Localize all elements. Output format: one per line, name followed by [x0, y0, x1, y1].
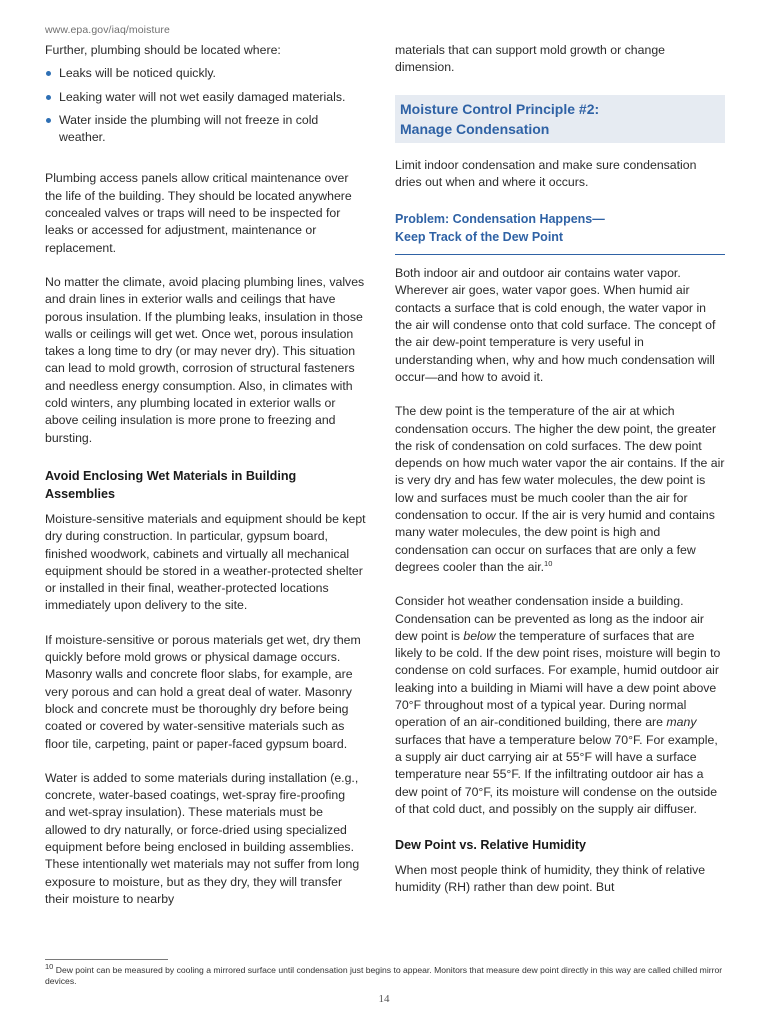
hot-weather-text-a: Consider hot weather condensation inside a building. Condensation can be prevented as long as the indoor air dew point is	[395, 594, 705, 643]
emphasis-many: many	[666, 715, 697, 730]
paragraph-moisture-sensitive: Moisture-sensitive materials and equipment should be kept dry during construction. In particular, gypsum board, finished woodwork, cabinets and virtually all mechanical equipment should be stored in a weather-protected shelter or installed in their final, weather-protected locations immediately upon delivery to the site.	[45, 511, 366, 613]
footnote-number: 10	[45, 962, 54, 972]
heading-avoid-enclosing: Avoid Enclosing Wet Materials in Building Assemblies	[45, 468, 297, 501]
right-column	[395, 42, 725, 914]
plumbing-intro: Further, plumbing should be located where:	[45, 43, 281, 57]
footnote-reference: 10	[544, 558, 553, 568]
dew-point-text: The dew point is the temperature of the air at which condensation occurs. The higher the dew point, the greater the risk of condensation on cold surfaces. The dew point depends on how much water vapor the air contains. If the air is very dry and has few water molecules, the dew point is low and surfaces must be much cooler than the air for condensation to occur. If the air is very humid and contains many water molecules, the dew point is high and condensation can occur on surfaces that are only a few degrees cooler than the air.	[395, 404, 725, 574]
heading-dew-point-vs-rh: Dew Point vs. Relative Humidity	[395, 838, 587, 853]
left-column	[45, 42, 367, 925]
problem-subtitle: Keep Track of the Dew Point	[395, 230, 564, 245]
page-number: 14	[378, 993, 390, 1005]
problem-heading	[395, 210, 725, 255]
footnote-text: Dew point can be measured by cooling a mirrored surface until condensation just begins to appear. Monitors that measure dew point directly in this way are called chilled mirror devices.	[45, 965, 723, 986]
hot-weather-text-b: the temperature of surfaces that are likely to be cold. If the dew point rises, moisture will begin to condense on cold surfaces. For example, humid outdoor air leaking into a building in Miami will have a dew point above 70°F throughout most of a typical year. During normal operation of an air-conditioned building, there are	[395, 628, 721, 730]
principle-subtitle: Manage Condensation	[400, 120, 550, 137]
list-item: Water inside the plumbing will not freeze in cold weather.	[45, 112, 367, 147]
footnote	[45, 962, 735, 987]
paragraph-climate: No matter the climate, avoid placing plumbing lines, valves and drain lines in exterior walls and ceilings that have porous insulation. If the plumbing leaks, insulation in those walls or ceilings will get wet. Once wet, porous insulation takes a long time to dry (or may never dry). This situation can lead to mold growth, corrosion of structural fasteners and needless energy consumption. Also, in climates with cold winters, any plumbing located in exterior walls or above ceiling insulation is more prone to freezing and bursting.	[45, 274, 365, 445]
paragraph-limit-condensation: Limit indoor condensation and make sure condensation dries out when and where it occurs.	[395, 157, 697, 189]
paragraph-water-vapor: Both indoor air and outdoor air contains water vapor. Wherever air goes, water vapor goes. When humid air contacts a surface that is cold enough, the water vapor in the air will condense onto that cold surface. The concept of the air dew-point temperature is very useful in understanding when, why and how much condensation will occur—and how to avoid it.	[395, 266, 716, 384]
list-item: Leaking water will not wet easily damaged materials.	[45, 89, 367, 106]
paragraph-hot-weather	[395, 593, 725, 818]
list-item: Leaks will be noticed quickly.	[45, 65, 367, 82]
header-url: www.epa.gov/iaq/moisture	[45, 24, 170, 36]
problem-title: Problem: Condensation Happens—	[395, 212, 605, 227]
principle-title: Moisture Control Principle #2:	[400, 100, 600, 117]
paragraph-water-added: Water is added to some materials during installation (e.g., concrete, water-based coatings, wet-spray fire-proofing and wet-spray insulation). These materials must be allowed to dry naturally, or force-dried using specialized equipment before being enclosed in building assemblies. These intentionally wet materials may not suffer from long exposure to moisture, but as they dry, they will transfer their moisture to nearby	[45, 770, 360, 906]
footnote-divider	[45, 959, 168, 960]
emphasis-below: below	[463, 628, 496, 643]
paragraph-porous-materials: If moisture-sensitive or porous materials get wet, dry them quickly before mold grows or physical damage occurs. Masonry walls and concrete floor slabs, for example, are very porous and can hold a great deal of water. Masonry block and concrete must be thoroughly dry before being coated or covered by water-sensitive materials such as floor tile, carpeting, paint or paper-faced gypsum board.	[45, 632, 361, 751]
paragraph-dew-point	[395, 403, 725, 576]
principle-heading-box	[395, 95, 725, 143]
paragraph-access-panels: Plumbing access panels allow critical maintenance over the life of the building. They should be located anywhere concealed valves or traps will need to be inspected for leaks or accessed for adjustment, maintenance or replacement.	[45, 171, 352, 255]
plumbing-bullet-list	[45, 65, 367, 146]
paragraph-relative-humidity: When most people think of humidity, they think of relative humidity (RH) rather than dew point. But	[395, 863, 706, 895]
hot-weather-text-c: surfaces that have a temperature below 70°F. For example, a supply air duct carrying air at 55°F will have a surface temperature near 55°F. If the infiltrating outdoor air has a dew point of 70°F, its moisture will condense on the outside of that cold duct, and possibly on the supply air diffuser.	[395, 732, 718, 816]
paragraph-continued: materials that can support mold growth or change dimension.	[395, 43, 665, 75]
